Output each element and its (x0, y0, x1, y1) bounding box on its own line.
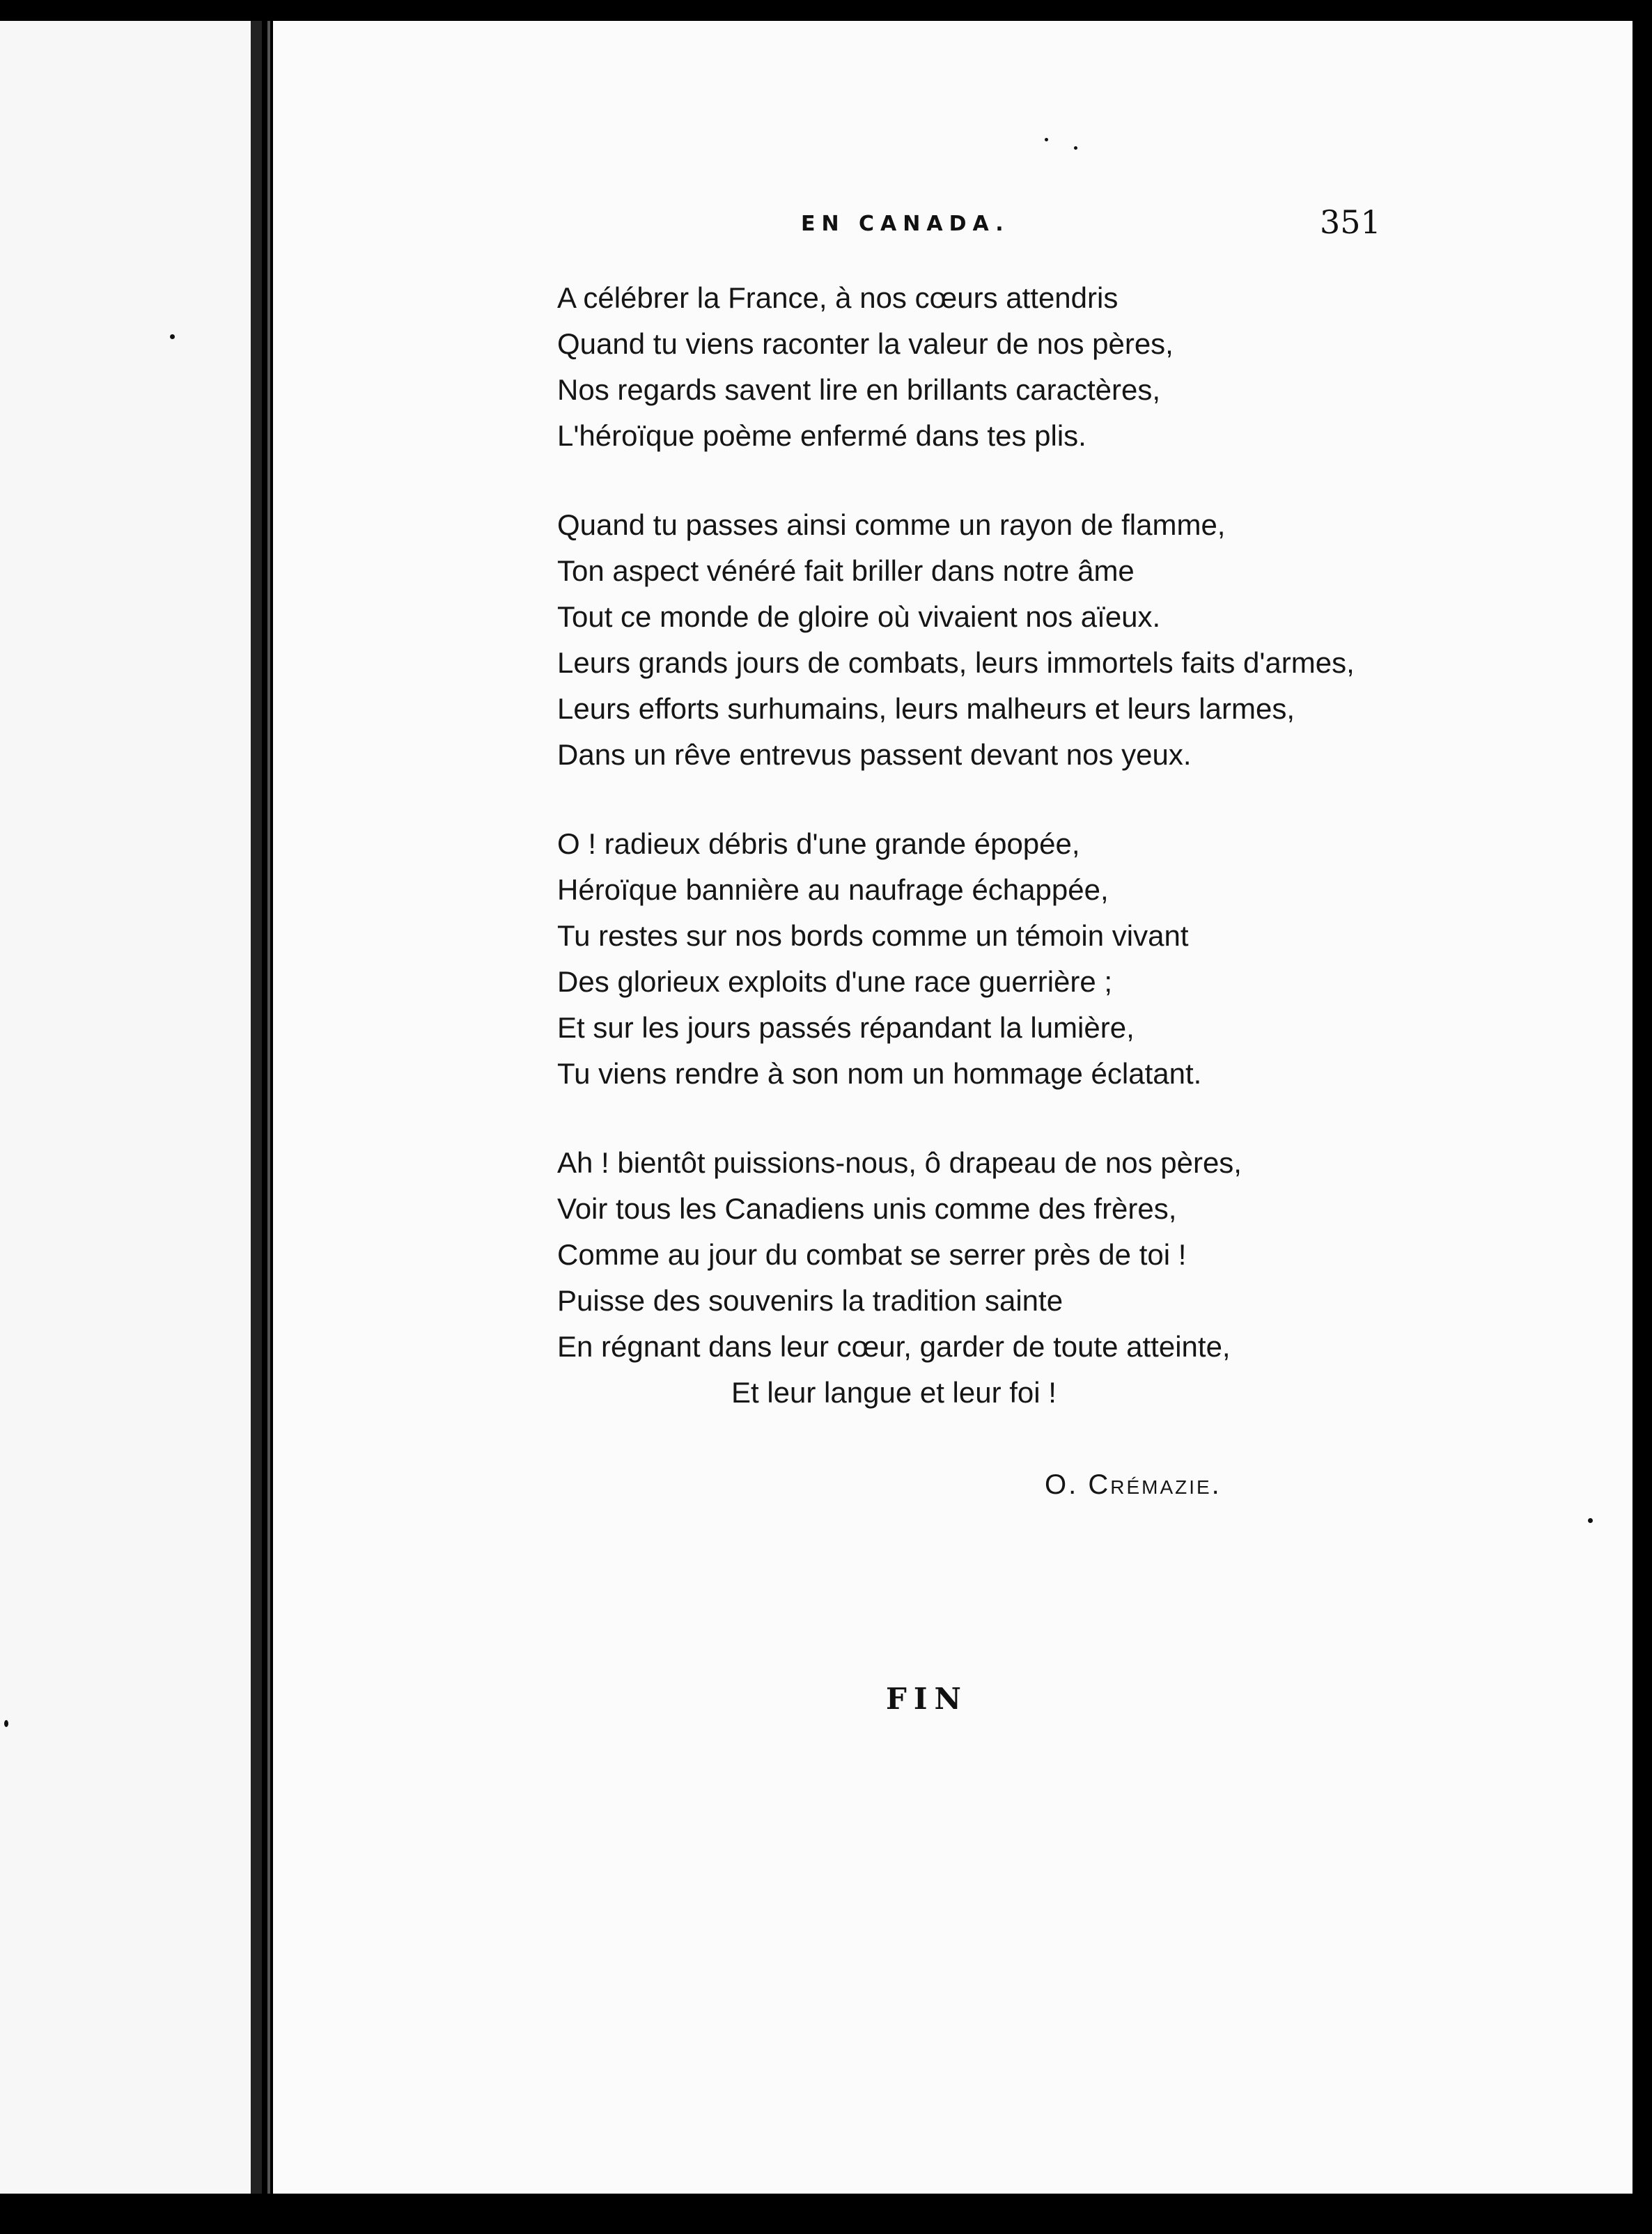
verse-line: Leurs efforts surhumains, leurs malheurs et leurs larmes, (557, 692, 1295, 725)
verse-line: Ton aspect vénéré fait briller dans notre âme (557, 554, 1135, 587)
page-gutter (251, 21, 262, 2194)
verse-line: Tu viens rendre à son nom un hommage éclatant. (557, 1057, 1202, 1090)
verse-line: Et sur les jours passés répandant la lumière, (557, 1011, 1135, 1044)
verse-line: Nos regards savent lire en brillants caractères, (557, 373, 1161, 406)
running-title: EN CANADA. (801, 212, 1010, 236)
verse-line: Ah ! bientôt puissions-nous, ô drapeau de nos pères, (557, 1146, 1242, 1179)
ink-speck (170, 334, 175, 339)
verse-line: Voir tous les Canadiens unis comme des frères, (557, 1192, 1177, 1225)
author-signature: O. Crémazie. (1045, 1469, 1222, 1500)
verse-line: O ! radieux débris d'une grande épopée, (557, 827, 1080, 860)
verse-line: Quand tu passes ainsi comme un rayon de flamme, (557, 508, 1226, 541)
stanza-4 (557, 1140, 1546, 1416)
ink-speck (1074, 146, 1077, 150)
verse-line: Tout ce monde de gloire où vivaient nos aïeux. (557, 600, 1161, 633)
poem (557, 275, 1546, 1459)
ink-speck (1045, 138, 1048, 141)
verse-line: Leurs grands jours de combats, leurs immortels faits d'armes, (557, 646, 1355, 679)
ink-speck (1588, 1518, 1593, 1523)
left-page-blank (0, 21, 251, 2194)
verse-line: Et leur langue et leur foi ! (731, 1376, 1057, 1409)
verse-line: Dans un rêve entrevus passent devant nos yeux. (557, 738, 1192, 771)
page-gutter-line (267, 21, 270, 2194)
verse-line: Des glorieux exploits d'une race guerrière ; (557, 965, 1113, 998)
stanza-2 (557, 502, 1546, 778)
verse-line: Comme au jour du combat se serrer près de toi ! (557, 1238, 1187, 1271)
verse-line: Héroïque bannière au naufrage échappée, (557, 873, 1109, 906)
page-number: 351 (1320, 203, 1381, 241)
stanza-1 (557, 275, 1546, 459)
verse-line: A célébrer la France, à nos cœurs attendris (557, 281, 1119, 314)
stanza-3 (557, 821, 1546, 1097)
verse-line: L'héroïque poème enfermé dans tes plis. (557, 419, 1086, 452)
verse-line: Tu restes sur nos bords comme un témoin vivant (557, 919, 1189, 952)
ink-speck (4, 1720, 8, 1727)
end-mark: FIN (886, 1682, 968, 1716)
verse-line: Quand tu viens raconter la valeur de nos pères, (557, 327, 1174, 360)
verse-line: Puisse des souvenirs la tradition sainte (557, 1284, 1063, 1317)
verse-line: En régnant dans leur cœur, garder de toute atteinte, (557, 1330, 1231, 1363)
